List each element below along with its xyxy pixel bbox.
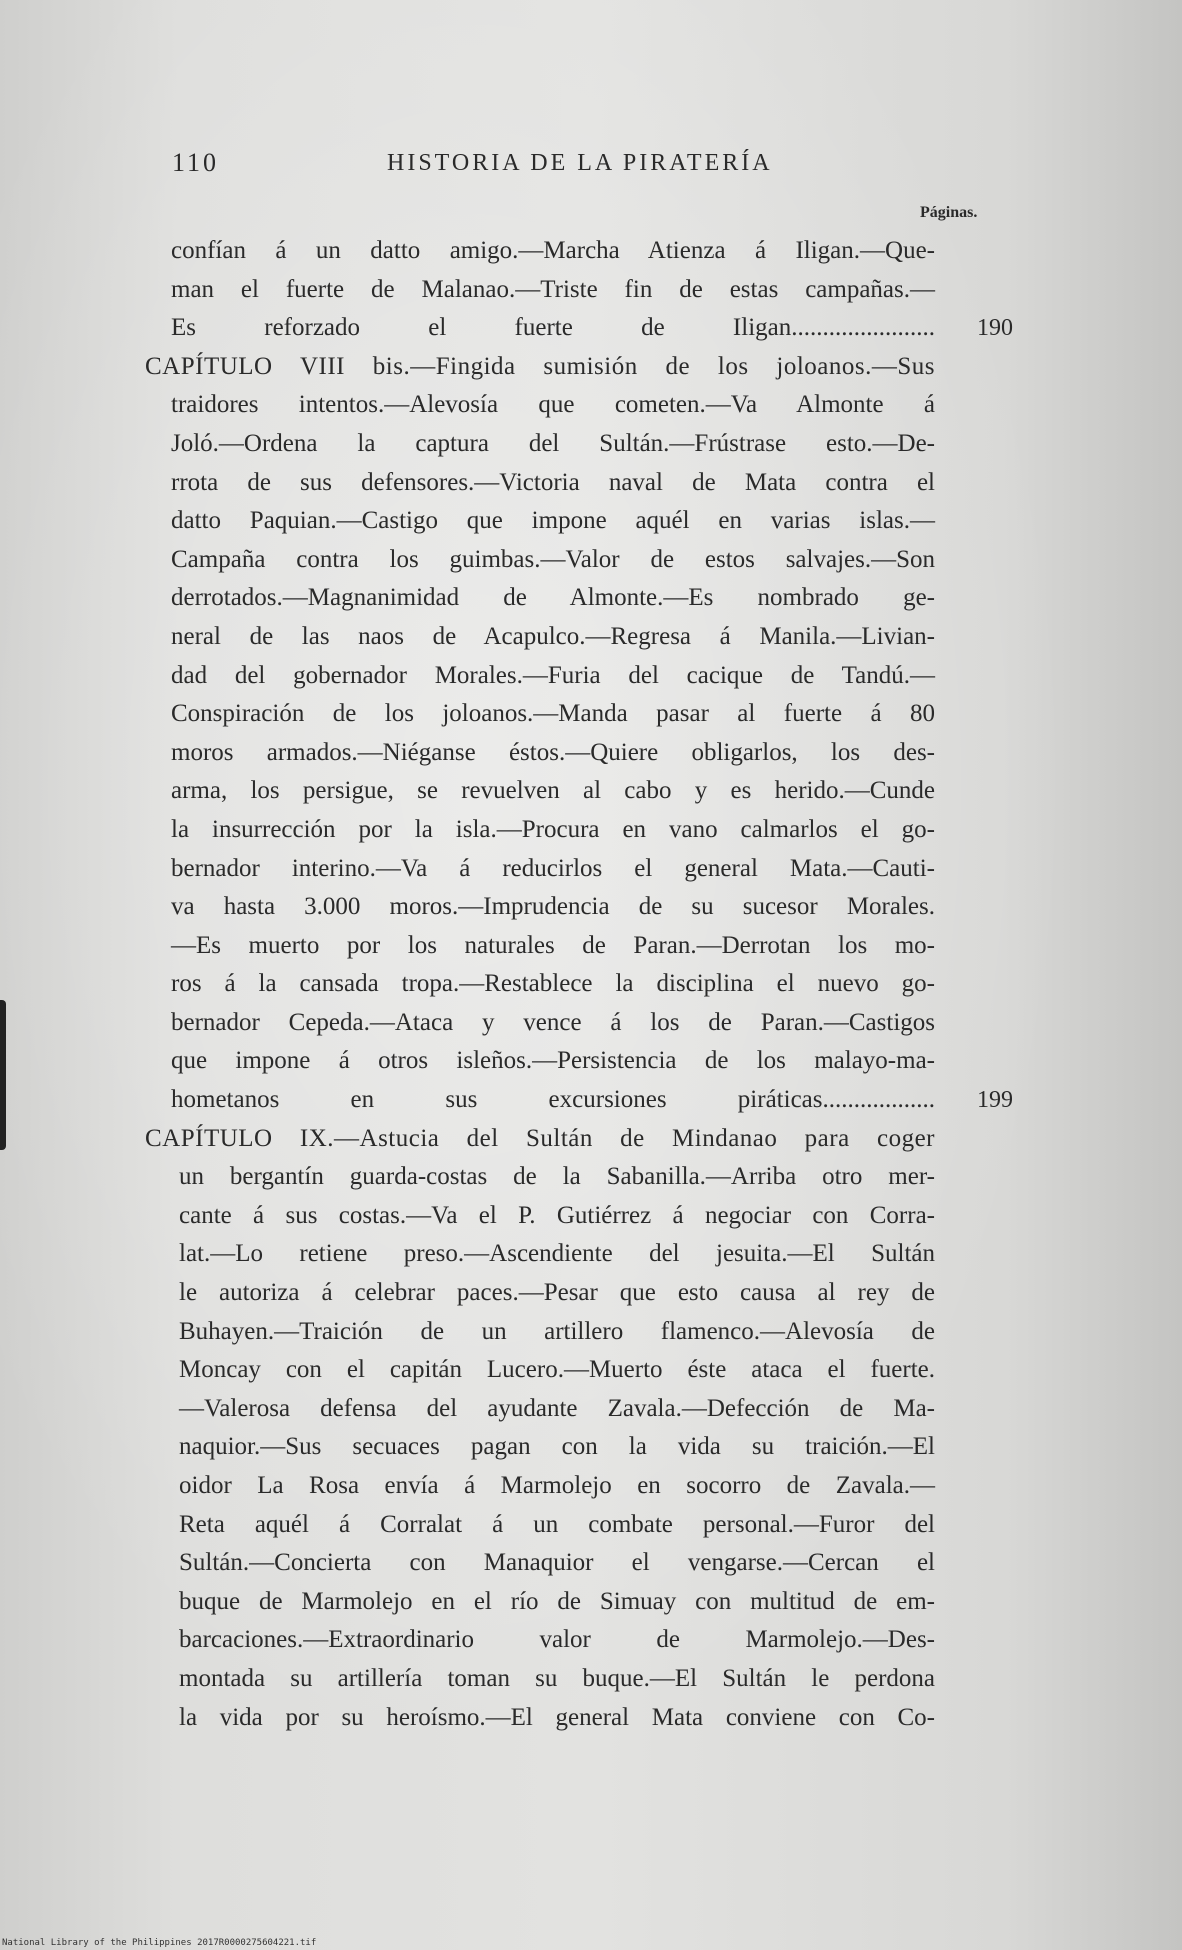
toc-line: buque de Marmolejo en el río de Simuay con multitud de em-	[179, 1587, 935, 1615]
toc-line: Conspiración de los joloanos.—Manda pasar al fuerte á 80	[171, 700, 935, 728]
pages-column-label: Páginas.	[920, 204, 978, 221]
toc-line: cante á sus costas.—Va el P. Gutiérrez á negociar con Corra-	[179, 1201, 935, 1229]
toc-line: Joló.—Ordena la captura del Sultán.—Frústrase esto.—De-	[171, 429, 935, 457]
toc-line: Reta aquél á Corralat á un combate personal.—Furor del	[179, 1510, 935, 1538]
running-title: HISTORIA DE LA PIRATERÍA	[387, 150, 773, 176]
toc-line: le autoriza á celebrar paces.—Pesar que esto causa al rey de	[179, 1279, 935, 1307]
toc-line-with-page	[145, 1081, 1013, 1120]
toc-line: moros armados.—Niéganse éstos.—Quiere obligarlos, los des-	[171, 738, 935, 766]
page-header	[172, 148, 932, 184]
chapter-heading-line: CAPÍTULO VIII bis.—Fingida sumisión de los joloanos.—Sus	[145, 352, 935, 380]
toc-line: ros á la cansada tropa.—Restablece la disciplina el nuevo go-	[171, 970, 935, 998]
toc-line: —Es muerto por los naturales de Paran.—Derrotan los mo-	[171, 931, 935, 959]
toc-line: que impone á otros isleños.—Persistencia de los malayo-ma-	[171, 1047, 935, 1075]
toc-line: Buhayen.—Traición de un artillero flamenco.—Alevosía de	[179, 1317, 935, 1345]
page-ref: 199	[977, 1087, 1013, 1114]
toc-line: naquior.—Sus secuaces pagan con la vida su traición.—El	[179, 1433, 935, 1461]
toc-line: bernador Cepeda.—Ataca y vence á los de Paran.—Castigos	[171, 1008, 935, 1036]
toc-line: va hasta 3.000 moros.—Imprudencia de su sucesor Morales.	[171, 893, 935, 921]
toc-line-with-page	[145, 309, 1013, 348]
toc-line-text: hometanos en sus excursiones piráticas..................	[171, 1086, 935, 1114]
toc-line: Sultán.—Concierta con Manaquior el vengarse.—Cercan el	[179, 1549, 935, 1577]
scan-footer: National Library of the Philippines 2017R0000275604221.tif	[2, 1938, 317, 1948]
toc-line: bernador interino.—Va á reducirlos el general Mata.—Cauti-	[171, 854, 935, 882]
toc-line: neral de las naos de Acapulco.—Regresa á Manila.—Livian-	[171, 622, 935, 650]
toc-line: dad del gobernador Morales.—Furia del cacique de Tandú.—	[171, 661, 935, 689]
binding-shadow	[0, 1000, 6, 1150]
toc-line: la insurrección por la isla.—Procura en vano calmarlos el go-	[171, 815, 935, 843]
toc-line: Moncay con el capitán Lucero.—Muerto éste ataca el fuerte.	[179, 1356, 935, 1384]
toc-line: un bergantín guarda-costas de la Sabanilla.—Arriba otro mer-	[179, 1163, 935, 1191]
table-of-contents	[145, 232, 1045, 1737]
toc-line: montada su artillería toman su buque.—El Sultán le perdona	[179, 1664, 935, 1692]
toc-line: arma, los persigue, se revuelven al cabo y es herido.—Cunde	[171, 777, 935, 805]
toc-line: derrotados.—Magnanimidad de Almonte.—Es nombrado ge-	[171, 584, 935, 612]
toc-line: datto Paquian.—Castigo que impone aquél en varias islas.—	[171, 507, 935, 535]
toc-line: traidores intentos.—Alevosía que cometen.—Va Almonte á	[171, 391, 935, 419]
toc-line: lat.—Lo retiene preso.—Ascendiente del jesuita.—El Sultán	[179, 1240, 935, 1268]
toc-line: Campaña contra los guimbas.—Valor de estos salvajes.—Son	[171, 545, 935, 573]
toc-line-text: Es reforzado el fuerte de Iligan.......................	[171, 314, 935, 342]
toc-line: man el fuerte de Malanao.—Triste fin de estas campañas.—	[171, 275, 935, 303]
page-number: 110	[172, 148, 220, 177]
toc-line: confían á un datto amigo.—Marcha Atienza á Iligan.—Que-	[171, 237, 935, 264]
toc-line: —Valerosa defensa del ayudante Zavala.—Defección de Ma-	[179, 1394, 935, 1422]
toc-line: oidor La Rosa envía á Marmolejo en socorro de Zavala.—	[179, 1472, 935, 1499]
page-ref: 190	[977, 315, 1013, 342]
toc-line: la vida por su heroísmo.—El general Mata conviene con Co-	[179, 1703, 935, 1731]
toc-line: barcaciones.—Extraordinario valor de Marmolejo.—Des-	[179, 1626, 935, 1654]
toc-line: rrota de sus defensores.—Victoria naval de Mata contra el	[171, 468, 935, 496]
chapter-heading-line: CAPÍTULO IX.—Astucia del Sultán de Mindanao para coger	[145, 1124, 935, 1152]
